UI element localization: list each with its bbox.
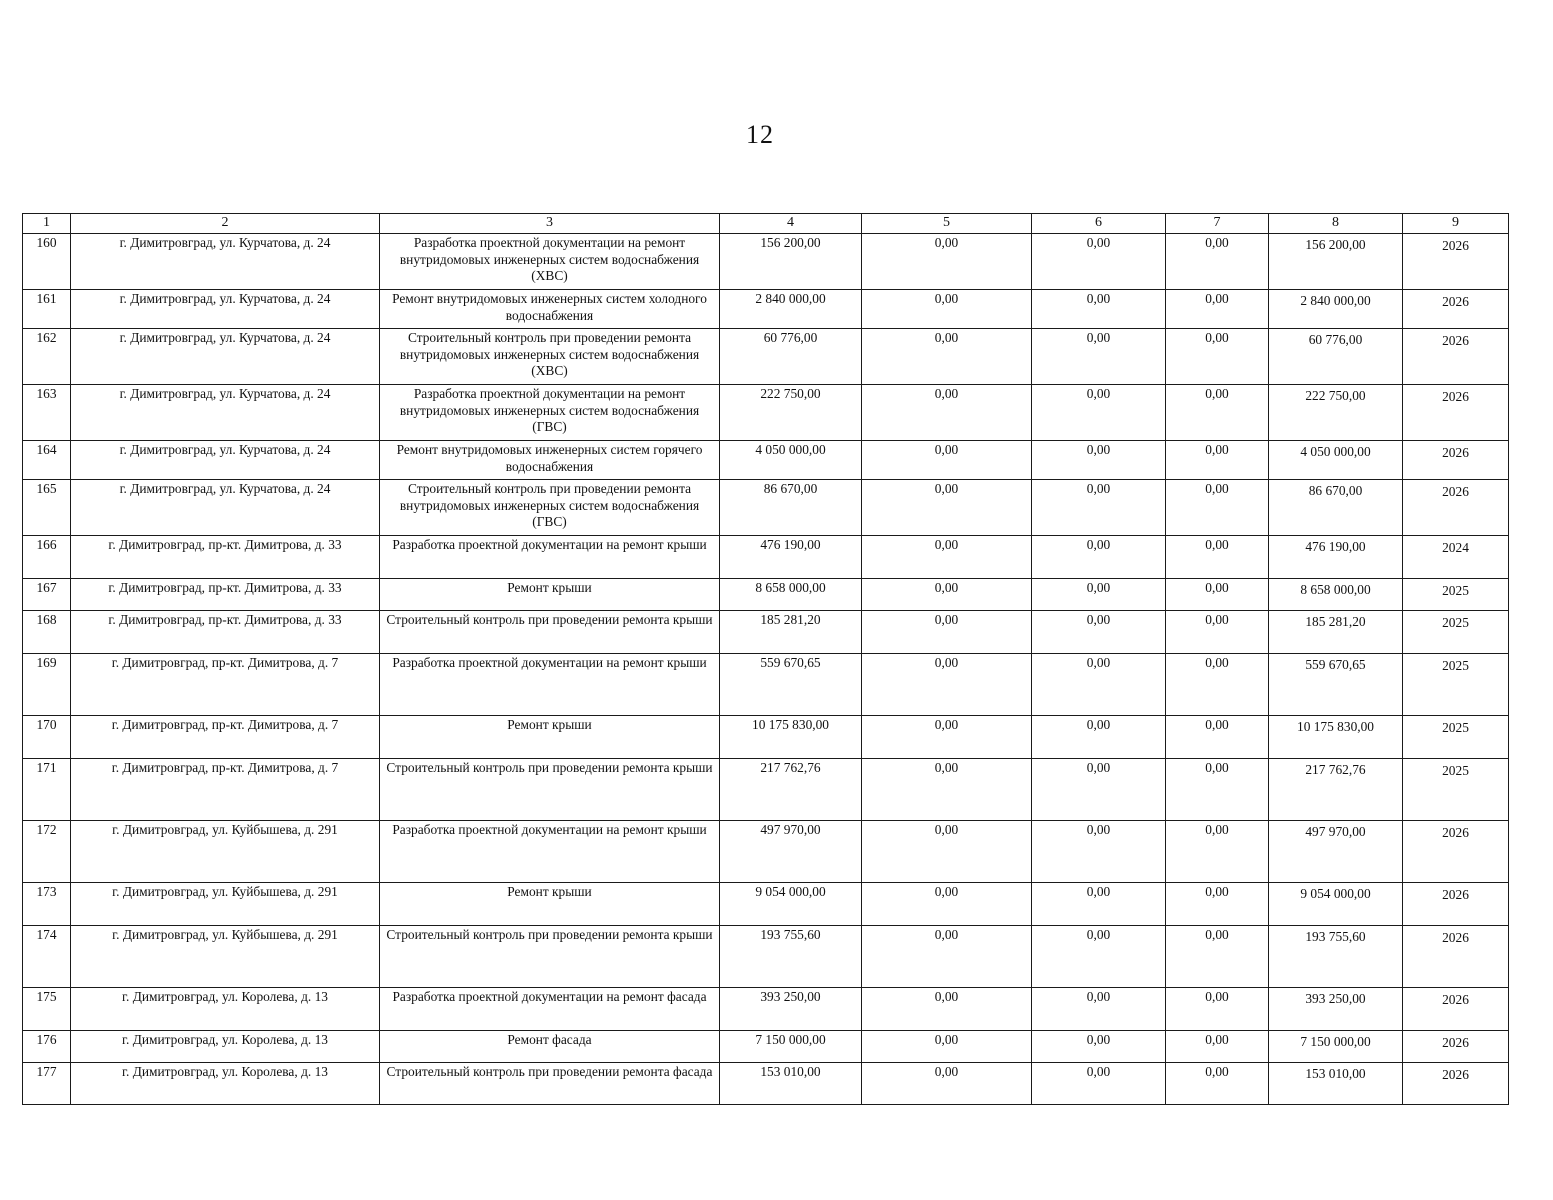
fund-source-7-cell: 0,00 — [1166, 385, 1269, 441]
table-row — [23, 883, 1509, 926]
row-number-cell: 169 — [23, 654, 71, 716]
fund-source-5-cell: 0,00 — [862, 821, 1032, 883]
row-number-cell: 163 — [23, 385, 71, 441]
row-number-cell: 172 — [23, 821, 71, 883]
fund-source-6-cell: 0,00 — [1032, 821, 1166, 883]
table-row — [23, 926, 1509, 988]
fund-source-7-cell: 0,00 — [1166, 821, 1269, 883]
row-number-cell: 173 — [23, 883, 71, 926]
completion-year-cell: 2026 — [1403, 329, 1509, 385]
work-type-cell: Ремонт крыши — [380, 716, 720, 759]
address-cell: г. Димитровград, ул. Курчатова, д. 24 — [71, 329, 380, 385]
row-number-cell: 160 — [23, 234, 71, 290]
address-cell: г. Димитровград, ул. Курчатова, д. 24 — [71, 385, 380, 441]
fund-source-6-cell: 0,00 — [1032, 654, 1166, 716]
total-cost-cell: 86 670,00 — [720, 480, 862, 536]
fund-amount-8-cell: 4 050 000,00 — [1269, 441, 1403, 480]
table-row — [23, 536, 1509, 579]
fund-source-6-cell: 0,00 — [1032, 1063, 1166, 1105]
fund-source-7-cell: 0,00 — [1166, 883, 1269, 926]
total-cost-cell: 185 281,20 — [720, 611, 862, 654]
table-row — [23, 654, 1509, 716]
work-type-cell: Строительный контроль при проведении ремонта внутридомовых инженерных систем водоснабжения (ГВС) — [380, 480, 720, 536]
total-cost-cell: 2 840 000,00 — [720, 290, 862, 329]
fund-amount-8-cell: 193 755,60 — [1269, 926, 1403, 988]
fund-amount-8-cell: 497 970,00 — [1269, 821, 1403, 883]
total-cost-cell: 156 200,00 — [720, 234, 862, 290]
work-type-cell: Ремонт крыши — [380, 883, 720, 926]
work-type-cell: Разработка проектной документации на ремонт внутридомовых инженерных систем водоснабжения (ГВС) — [380, 385, 720, 441]
table-row — [23, 234, 1509, 290]
fund-source-5-cell: 0,00 — [862, 480, 1032, 536]
fund-amount-8-cell: 222 750,00 — [1269, 385, 1403, 441]
fund-amount-8-cell: 393 250,00 — [1269, 988, 1403, 1031]
address-cell: г. Димитровград, ул. Курчатова, д. 24 — [71, 480, 380, 536]
completion-year-cell: 2026 — [1403, 385, 1509, 441]
fund-amount-8-cell: 156 200,00 — [1269, 234, 1403, 290]
column-header: 7 — [1166, 214, 1269, 234]
table-row — [23, 988, 1509, 1031]
fund-source-6-cell: 0,00 — [1032, 480, 1166, 536]
completion-year-cell: 2026 — [1403, 1031, 1509, 1063]
fund-source-7-cell: 0,00 — [1166, 290, 1269, 329]
fund-source-6-cell: 0,00 — [1032, 441, 1166, 480]
row-number-cell: 162 — [23, 329, 71, 385]
fund-amount-8-cell: 86 670,00 — [1269, 480, 1403, 536]
total-cost-cell: 193 755,60 — [720, 926, 862, 988]
work-type-cell: Разработка проектной документации на ремонт крыши — [380, 536, 720, 579]
address-cell: г. Димитровград, ул. Куйбышева, д. 291 — [71, 883, 380, 926]
completion-year-cell: 2026 — [1403, 821, 1509, 883]
total-cost-cell: 9 054 000,00 — [720, 883, 862, 926]
address-cell: г. Димитровград, пр-кт. Димитрова, д. 7 — [71, 759, 380, 821]
fund-amount-8-cell: 476 190,00 — [1269, 536, 1403, 579]
fund-source-6-cell: 0,00 — [1032, 1031, 1166, 1063]
total-cost-cell: 559 670,65 — [720, 654, 862, 716]
row-number-cell: 165 — [23, 480, 71, 536]
fund-amount-8-cell: 7 150 000,00 — [1269, 1031, 1403, 1063]
table-body — [23, 214, 1509, 1105]
work-type-cell: Строительный контроль при проведении ремонта внутридомовых инженерных систем водоснабжения (ХВС) — [380, 329, 720, 385]
table-row — [23, 579, 1509, 611]
work-type-cell: Ремонт крыши — [380, 579, 720, 611]
fund-source-6-cell: 0,00 — [1032, 883, 1166, 926]
fund-source-5-cell: 0,00 — [862, 654, 1032, 716]
row-number-cell: 161 — [23, 290, 71, 329]
work-type-cell: Ремонт фасада — [380, 1031, 720, 1063]
column-header: 4 — [720, 214, 862, 234]
column-header: 2 — [71, 214, 380, 234]
column-header: 3 — [380, 214, 720, 234]
table-row — [23, 821, 1509, 883]
address-cell: г. Димитровград, ул. Королева, д. 13 — [71, 1063, 380, 1105]
fund-source-7-cell: 0,00 — [1166, 759, 1269, 821]
total-cost-cell: 153 010,00 — [720, 1063, 862, 1105]
fund-amount-8-cell: 217 762,76 — [1269, 759, 1403, 821]
work-type-cell: Строительный контроль при проведении ремонта крыши — [380, 611, 720, 654]
address-cell: г. Димитровград, ул. Курчатова, д. 24 — [71, 441, 380, 480]
work-type-cell: Ремонт внутридомовых инженерных систем холодного водоснабжения — [380, 290, 720, 329]
total-cost-cell: 10 175 830,00 — [720, 716, 862, 759]
fund-source-7-cell: 0,00 — [1166, 480, 1269, 536]
total-cost-cell: 497 970,00 — [720, 821, 862, 883]
fund-source-7-cell: 0,00 — [1166, 926, 1269, 988]
fund-source-6-cell: 0,00 — [1032, 759, 1166, 821]
fund-source-5-cell: 0,00 — [862, 536, 1032, 579]
fund-source-6-cell: 0,00 — [1032, 611, 1166, 654]
fund-amount-8-cell: 8 658 000,00 — [1269, 579, 1403, 611]
fund-source-6-cell: 0,00 — [1032, 329, 1166, 385]
fund-source-7-cell: 0,00 — [1166, 441, 1269, 480]
address-cell: г. Димитровград, ул. Курчатова, д. 24 — [71, 290, 380, 329]
total-cost-cell: 8 658 000,00 — [720, 579, 862, 611]
completion-year-cell: 2025 — [1403, 579, 1509, 611]
column-header: 6 — [1032, 214, 1166, 234]
work-type-cell: Ремонт внутридомовых инженерных систем горячего водоснабжения — [380, 441, 720, 480]
total-cost-cell: 60 776,00 — [720, 329, 862, 385]
fund-source-6-cell: 0,00 — [1032, 234, 1166, 290]
address-cell: г. Димитровград, ул. Королева, д. 13 — [71, 988, 380, 1031]
page-number: 12 — [746, 120, 774, 149]
completion-year-cell: 2026 — [1403, 883, 1509, 926]
fund-amount-8-cell: 9 054 000,00 — [1269, 883, 1403, 926]
fund-amount-8-cell: 153 010,00 — [1269, 1063, 1403, 1105]
fund-source-6-cell: 0,00 — [1032, 926, 1166, 988]
fund-source-7-cell: 0,00 — [1166, 654, 1269, 716]
column-header: 1 — [23, 214, 71, 234]
total-cost-cell: 7 150 000,00 — [720, 1031, 862, 1063]
completion-year-cell: 2024 — [1403, 536, 1509, 579]
fund-source-7-cell: 0,00 — [1166, 536, 1269, 579]
fund-source-7-cell: 0,00 — [1166, 329, 1269, 385]
address-cell: г. Димитровград, ул. Куйбышева, д. 291 — [71, 926, 380, 988]
fund-amount-8-cell: 185 281,20 — [1269, 611, 1403, 654]
fund-amount-8-cell: 2 840 000,00 — [1269, 290, 1403, 329]
fund-source-7-cell: 0,00 — [1166, 234, 1269, 290]
completion-year-cell: 2025 — [1403, 654, 1509, 716]
fund-source-7-cell: 0,00 — [1166, 988, 1269, 1031]
total-cost-cell: 4 050 000,00 — [720, 441, 862, 480]
total-cost-cell: 222 750,00 — [720, 385, 862, 441]
address-cell: г. Димитровград, пр-кт. Димитрова, д. 7 — [71, 654, 380, 716]
fund-source-5-cell: 0,00 — [862, 329, 1032, 385]
table-row — [23, 385, 1509, 441]
column-number-row — [23, 214, 1509, 234]
work-type-cell: Строительный контроль при проведении ремонта фасада — [380, 1063, 720, 1105]
completion-year-cell: 2026 — [1403, 441, 1509, 480]
fund-source-6-cell: 0,00 — [1032, 988, 1166, 1031]
column-header: 8 — [1269, 214, 1403, 234]
fund-source-7-cell: 0,00 — [1166, 611, 1269, 654]
address-cell: г. Димитровград, пр-кт. Димитрова, д. 33 — [71, 536, 380, 579]
fund-source-6-cell: 0,00 — [1032, 536, 1166, 579]
work-type-cell: Строительный контроль при проведении ремонта крыши — [380, 926, 720, 988]
table-row — [23, 329, 1509, 385]
total-cost-cell: 217 762,76 — [720, 759, 862, 821]
fund-source-5-cell: 0,00 — [862, 579, 1032, 611]
row-number-cell: 171 — [23, 759, 71, 821]
fund-source-5-cell: 0,00 — [862, 611, 1032, 654]
fund-source-7-cell: 0,00 — [1166, 716, 1269, 759]
fund-source-5-cell: 0,00 — [862, 441, 1032, 480]
fund-source-6-cell: 0,00 — [1032, 385, 1166, 441]
fund-source-5-cell: 0,00 — [862, 759, 1032, 821]
work-type-cell: Строительный контроль при проведении ремонта крыши — [380, 759, 720, 821]
fund-source-7-cell: 0,00 — [1166, 579, 1269, 611]
address-cell: г. Димитровград, пр-кт. Димитрова, д. 7 — [71, 716, 380, 759]
fund-source-5-cell: 0,00 — [862, 988, 1032, 1031]
work-type-cell: Разработка проектной документации на ремонт фасада — [380, 988, 720, 1031]
completion-year-cell: 2025 — [1403, 716, 1509, 759]
fund-source-5-cell: 0,00 — [862, 1031, 1032, 1063]
table-row — [23, 1031, 1509, 1063]
fund-source-6-cell: 0,00 — [1032, 290, 1166, 329]
address-cell: г. Димитровград, ул. Курчатова, д. 24 — [71, 234, 380, 290]
total-cost-cell: 393 250,00 — [720, 988, 862, 1031]
table-row — [23, 1063, 1509, 1105]
table-row — [23, 611, 1509, 654]
total-cost-cell: 476 190,00 — [720, 536, 862, 579]
completion-year-cell: 2026 — [1403, 290, 1509, 329]
fund-source-5-cell: 0,00 — [862, 716, 1032, 759]
table-row — [23, 480, 1509, 536]
fund-source-5-cell: 0,00 — [862, 883, 1032, 926]
fund-source-5-cell: 0,00 — [862, 385, 1032, 441]
completion-year-cell: 2025 — [1403, 611, 1509, 654]
row-number-cell: 175 — [23, 988, 71, 1031]
row-number-cell: 164 — [23, 441, 71, 480]
row-number-cell: 176 — [23, 1031, 71, 1063]
work-type-cell: Разработка проектной документации на ремонт крыши — [380, 821, 720, 883]
fund-source-7-cell: 0,00 — [1166, 1063, 1269, 1105]
fund-source-5-cell: 0,00 — [862, 290, 1032, 329]
completion-year-cell: 2026 — [1403, 988, 1509, 1031]
completion-year-cell: 2026 — [1403, 480, 1509, 536]
address-cell: г. Димитровград, пр-кт. Димитрова, д. 33 — [71, 611, 380, 654]
table-row — [23, 290, 1509, 329]
row-number-cell: 168 — [23, 611, 71, 654]
completion-year-cell: 2026 — [1403, 926, 1509, 988]
fund-source-7-cell: 0,00 — [1166, 1031, 1269, 1063]
row-number-cell: 167 — [23, 579, 71, 611]
fund-amount-8-cell: 60 776,00 — [1269, 329, 1403, 385]
fund-amount-8-cell: 559 670,65 — [1269, 654, 1403, 716]
address-cell: г. Димитровград, ул. Куйбышева, д. 291 — [71, 821, 380, 883]
work-type-cell: Разработка проектной документации на ремонт крыши — [380, 654, 720, 716]
fund-source-6-cell: 0,00 — [1032, 716, 1166, 759]
row-number-cell: 174 — [23, 926, 71, 988]
fund-amount-8-cell: 10 175 830,00 — [1269, 716, 1403, 759]
table-row — [23, 441, 1509, 480]
work-plan-table — [22, 213, 1509, 1105]
completion-year-cell: 2025 — [1403, 759, 1509, 821]
column-header: 5 — [862, 214, 1032, 234]
fund-source-6-cell: 0,00 — [1032, 579, 1166, 611]
row-number-cell: 177 — [23, 1063, 71, 1105]
table-row — [23, 716, 1509, 759]
fund-source-5-cell: 0,00 — [862, 926, 1032, 988]
row-number-cell: 166 — [23, 536, 71, 579]
column-header: 9 — [1403, 214, 1509, 234]
address-cell: г. Димитровград, ул. Королева, д. 13 — [71, 1031, 380, 1063]
fund-source-5-cell: 0,00 — [862, 234, 1032, 290]
table-row — [23, 759, 1509, 821]
address-cell: г. Димитровград, пр-кт. Димитрова, д. 33 — [71, 579, 380, 611]
fund-source-5-cell: 0,00 — [862, 1063, 1032, 1105]
work-type-cell: Разработка проектной документации на ремонт внутридомовых инженерных систем водоснабжения (ХВС) — [380, 234, 720, 290]
completion-year-cell: 2026 — [1403, 234, 1509, 290]
completion-year-cell: 2026 — [1403, 1063, 1509, 1105]
row-number-cell: 170 — [23, 716, 71, 759]
